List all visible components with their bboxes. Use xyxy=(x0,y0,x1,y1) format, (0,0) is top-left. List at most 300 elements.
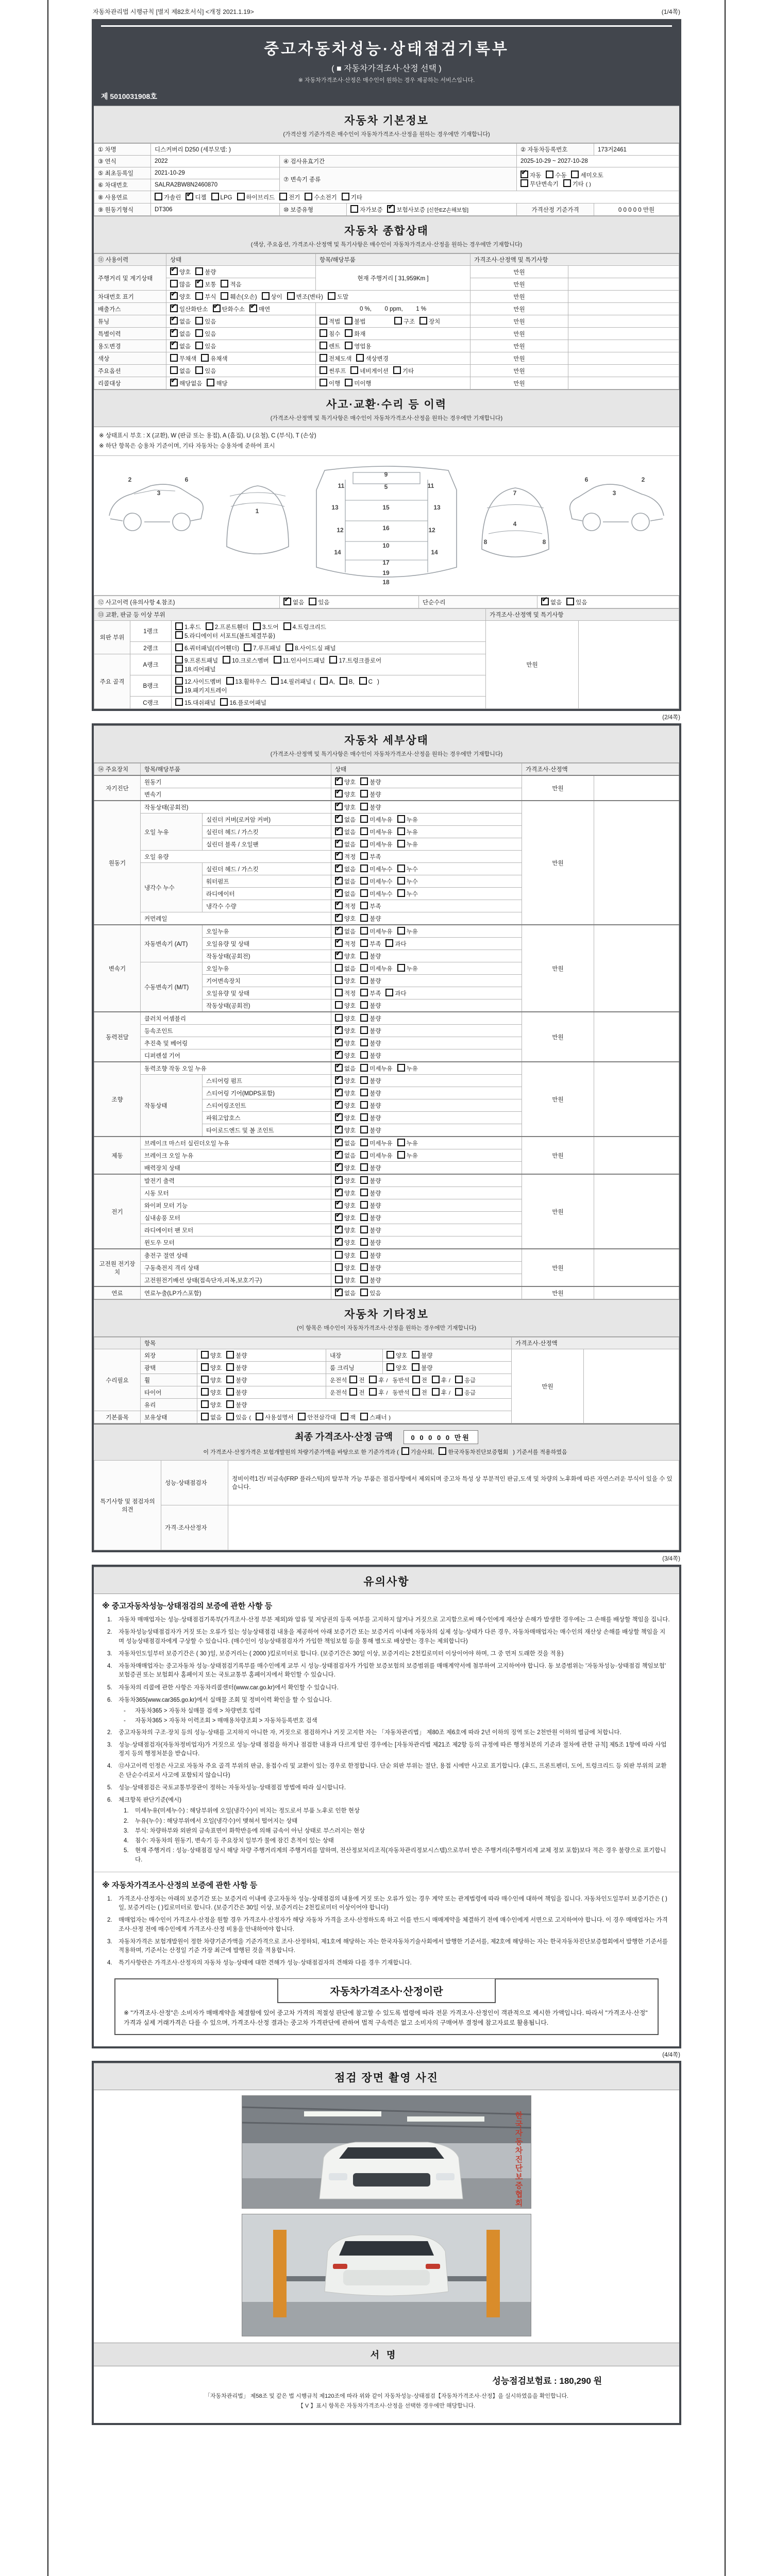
color-options[interactable] xyxy=(166,352,316,365)
checkbox-icon[interactable] xyxy=(170,317,178,325)
checkbox-option[interactable] xyxy=(360,939,381,948)
checkbox-option[interactable] xyxy=(328,292,348,301)
checkbox-option[interactable] xyxy=(335,840,356,849)
checkbox-option[interactable] xyxy=(335,1201,356,1210)
checkbox-option[interactable] xyxy=(335,1001,356,1010)
checkbox-icon[interactable] xyxy=(397,1139,405,1146)
checkbox-option[interactable] xyxy=(349,1388,364,1397)
checkbox-option[interactable] xyxy=(455,1388,476,1397)
checkbox-option[interactable] xyxy=(335,989,356,997)
checkbox-option[interactable] xyxy=(335,1276,356,1284)
check-item-state[interactable] xyxy=(331,1224,522,1236)
checkbox-icon[interactable] xyxy=(419,317,427,325)
device-group-price-note[interactable] xyxy=(594,1062,679,1137)
checkbox-icon[interactable] xyxy=(360,1238,368,1246)
checkbox-option[interactable] xyxy=(412,1376,427,1384)
checkbox-icon[interactable] xyxy=(175,622,183,630)
device-group-price-note[interactable] xyxy=(594,1286,679,1299)
checkbox-option[interactable] xyxy=(360,914,381,923)
checkbox-icon[interactable] xyxy=(397,815,405,823)
checkbox-option[interactable] xyxy=(360,1026,381,1035)
etc-price-note[interactable] xyxy=(584,1349,679,1423)
checkbox-option[interactable] xyxy=(220,698,266,707)
checkbox-icon[interactable] xyxy=(279,193,287,200)
checkbox-icon[interactable] xyxy=(155,193,162,200)
checkbox-option[interactable] xyxy=(439,1447,508,1456)
checkbox-option[interactable] xyxy=(237,193,275,201)
checkbox-icon[interactable] xyxy=(170,280,178,287)
checkbox-option[interactable] xyxy=(285,643,335,652)
checkbox-icon[interactable] xyxy=(335,964,343,972)
checkbox-icon[interactable] xyxy=(335,1039,343,1046)
checkbox-icon[interactable] xyxy=(345,379,352,386)
checkbox-option[interactable] xyxy=(350,205,382,214)
checkbox-option[interactable] xyxy=(175,677,222,686)
exterior-options[interactable] xyxy=(197,1349,326,1362)
checkbox-option[interactable] xyxy=(201,1413,222,1421)
checkbox-option[interactable] xyxy=(170,379,202,387)
checkbox-option[interactable] xyxy=(566,598,587,606)
checkbox-option[interactable] xyxy=(345,342,371,350)
checkbox-icon[interactable] xyxy=(175,643,183,651)
checkbox-icon[interactable] xyxy=(170,304,178,312)
final-price-note[interactable] xyxy=(94,1447,679,1456)
checkbox-option[interactable] xyxy=(412,1388,427,1397)
checkbox-option[interactable] xyxy=(345,329,365,338)
checkbox-icon[interactable] xyxy=(360,902,368,909)
check-item-state[interactable] xyxy=(331,1124,522,1137)
checkbox-icon[interactable] xyxy=(335,1026,343,1034)
checkbox-icon[interactable] xyxy=(195,292,203,300)
wheel-position-options[interactable] xyxy=(326,1374,512,1386)
device-group-price-note[interactable] xyxy=(594,1012,679,1062)
checkbox-icon[interactable] xyxy=(360,1139,368,1146)
check-item-state[interactable] xyxy=(331,875,522,888)
checkbox-icon[interactable] xyxy=(335,1213,343,1221)
checkbox-option[interactable] xyxy=(369,1376,388,1384)
checkbox-option[interactable] xyxy=(359,677,373,685)
checkbox-option[interactable] xyxy=(360,902,381,910)
checkbox-icon[interactable] xyxy=(360,1039,368,1046)
checkbox-icon[interactable] xyxy=(335,1189,343,1196)
checkbox-option[interactable] xyxy=(213,304,245,313)
check-item-state[interactable] xyxy=(331,775,522,788)
checkbox-option[interactable] xyxy=(320,379,340,387)
checkbox-option[interactable] xyxy=(170,366,191,375)
checkbox-icon[interactable] xyxy=(350,205,358,213)
checkbox-icon[interactable] xyxy=(360,976,368,984)
rank2-options[interactable] xyxy=(172,642,486,654)
checkbox-option[interactable] xyxy=(397,889,418,898)
checkbox-icon[interactable] xyxy=(342,193,349,200)
checkbox-icon[interactable] xyxy=(335,1101,343,1109)
checkbox-icon[interactable] xyxy=(360,952,368,959)
checkbox-option[interactable] xyxy=(397,840,418,849)
checkbox-icon[interactable] xyxy=(360,1163,368,1171)
checkbox-icon[interactable] xyxy=(201,1351,209,1359)
checkbox-icon[interactable] xyxy=(439,1447,446,1455)
check-item-state[interactable] xyxy=(331,1037,522,1049)
checkbox-option[interactable] xyxy=(386,1351,407,1360)
checkbox-icon[interactable] xyxy=(335,1064,343,1072)
checkbox-icon[interactable] xyxy=(360,827,368,835)
checkbox-option[interactable] xyxy=(170,280,191,289)
vin-mark-options[interactable] xyxy=(166,291,470,303)
checkbox-icon[interactable] xyxy=(335,803,343,810)
simple-repair-options[interactable] xyxy=(537,596,679,608)
checkbox-option[interactable] xyxy=(335,1026,356,1035)
checkbox-icon[interactable] xyxy=(170,329,178,337)
checkbox-icon[interactable] xyxy=(335,1251,343,1259)
check-item-state[interactable] xyxy=(331,1236,522,1249)
checkbox-icon[interactable] xyxy=(335,1113,343,1121)
checkbox-icon[interactable] xyxy=(335,777,343,785)
check-item-state[interactable] xyxy=(331,788,522,801)
checkbox-option[interactable] xyxy=(360,803,381,811)
device-group-price-note[interactable] xyxy=(594,801,679,925)
check-item-state[interactable] xyxy=(331,1249,522,1262)
checkbox-icon[interactable] xyxy=(432,1388,440,1396)
checkbox-option[interactable] xyxy=(335,827,356,836)
checkbox-option[interactable] xyxy=(175,656,218,665)
checkbox-option[interactable] xyxy=(335,877,356,886)
checkbox-option[interactable] xyxy=(335,976,356,985)
checkbox-option[interactable] xyxy=(335,1064,356,1073)
usage-change-item-options[interactable] xyxy=(316,340,470,352)
checkbox-option[interactable] xyxy=(226,1413,251,1421)
checkbox-icon[interactable] xyxy=(360,840,368,848)
checkbox-icon[interactable] xyxy=(201,354,209,362)
checkbox-icon[interactable] xyxy=(298,1413,306,1420)
check-item-state[interactable] xyxy=(331,801,522,814)
checkbox-icon[interactable] xyxy=(360,790,368,798)
checkbox-icon[interactable] xyxy=(360,939,368,947)
device-group-price-note[interactable] xyxy=(594,925,679,1012)
mileage-amount-options[interactable] xyxy=(166,278,316,291)
checkbox-option[interactable] xyxy=(335,1014,356,1023)
checkbox-icon[interactable] xyxy=(360,1289,368,1296)
checkbox-icon[interactable] xyxy=(455,1388,463,1396)
check-item-state[interactable] xyxy=(331,900,522,912)
checkbox-option[interactable] xyxy=(360,1039,381,1047)
checkbox-option[interactable] xyxy=(393,366,414,375)
emission-options[interactable] xyxy=(166,303,316,315)
checkbox-option[interactable] xyxy=(397,964,418,973)
checkbox-icon[interactable] xyxy=(221,292,228,300)
checkbox-option[interactable] xyxy=(207,379,227,387)
checkbox-option[interactable] xyxy=(283,598,304,606)
check-item-state[interactable] xyxy=(331,1286,522,1299)
checkbox-icon[interactable] xyxy=(397,964,405,972)
checkbox-option[interactable] xyxy=(253,622,279,631)
checkbox-icon[interactable] xyxy=(546,171,553,178)
checkbox-option[interactable] xyxy=(419,317,440,326)
checkbox-icon[interactable] xyxy=(320,379,327,386)
check-item-state[interactable] xyxy=(331,1137,522,1149)
checkbox-icon[interactable] xyxy=(393,366,401,374)
checkbox-icon[interactable] xyxy=(345,317,352,325)
checkbox-icon[interactable] xyxy=(335,1276,343,1283)
rankA-options[interactable] xyxy=(172,654,486,675)
checkbox-icon[interactable] xyxy=(335,1089,343,1096)
checkbox-option[interactable] xyxy=(520,179,559,188)
checkbox-icon[interactable] xyxy=(207,379,214,386)
checkbox-icon[interactable] xyxy=(256,1413,263,1420)
checkbox-icon[interactable] xyxy=(397,877,405,885)
checkbox-option[interactable] xyxy=(360,1001,381,1010)
checkbox-icon[interactable] xyxy=(360,1026,368,1034)
exchange-note[interactable] xyxy=(579,621,679,709)
checkbox-option[interactable] xyxy=(401,1447,434,1456)
checkbox-icon[interactable] xyxy=(213,304,221,312)
checkbox-option[interactable] xyxy=(201,354,227,363)
checkbox-icon[interactable] xyxy=(335,1201,343,1209)
check-item-state[interactable] xyxy=(331,863,522,875)
checkbox-option[interactable] xyxy=(195,280,216,289)
rankC-options[interactable] xyxy=(172,697,486,709)
check-item-state[interactable] xyxy=(331,1025,522,1037)
checkbox-option[interactable] xyxy=(170,342,191,350)
checkbox-option[interactable] xyxy=(360,964,392,973)
checkbox-option[interactable] xyxy=(360,889,392,898)
checkbox-icon[interactable] xyxy=(335,889,343,897)
checkbox-icon[interactable] xyxy=(201,1388,209,1396)
checkbox-option[interactable] xyxy=(387,205,468,214)
checkbox-option[interactable] xyxy=(335,1289,356,1297)
checkbox-option[interactable] xyxy=(345,379,371,387)
checkbox-icon[interactable] xyxy=(563,179,571,187)
checkbox-icon[interactable] xyxy=(397,865,405,872)
checkbox-icon[interactable] xyxy=(335,865,343,872)
checkbox-icon[interactable] xyxy=(328,292,335,300)
checkbox-icon[interactable] xyxy=(412,1351,419,1359)
checkbox-option[interactable] xyxy=(360,1101,381,1110)
tuning-item[interactable] xyxy=(316,315,470,328)
checkbox-option[interactable] xyxy=(360,1289,381,1297)
mileage-note2[interactable] xyxy=(568,278,679,291)
checkbox-icon[interactable] xyxy=(285,643,293,651)
checkbox-option[interactable] xyxy=(335,1263,356,1272)
checkbox-icon[interactable] xyxy=(369,1376,377,1383)
checkbox-option[interactable] xyxy=(360,1076,381,1085)
checkbox-option[interactable] xyxy=(397,815,418,824)
checkbox-icon[interactable] xyxy=(320,354,327,362)
check-item-state[interactable] xyxy=(331,1262,522,1274)
checkbox-icon[interactable] xyxy=(397,1064,405,1072)
color-item-options[interactable] xyxy=(316,352,470,365)
check-item-state[interactable] xyxy=(331,1062,522,1075)
checkbox-icon[interactable] xyxy=(340,677,347,685)
check-item-state[interactable] xyxy=(331,999,522,1012)
checkbox-option[interactable] xyxy=(360,1213,381,1222)
check-item-state[interactable] xyxy=(331,912,522,925)
checkbox-option[interactable] xyxy=(350,366,389,375)
appraiser-opinion[interactable] xyxy=(228,1505,679,1550)
checkbox-icon[interactable] xyxy=(335,939,343,947)
tuning-note[interactable] xyxy=(568,315,679,328)
checkbox-option[interactable] xyxy=(279,193,300,201)
mileage-state-options[interactable] xyxy=(166,266,316,278)
checkbox-option[interactable] xyxy=(360,1126,381,1134)
checkbox-option[interactable] xyxy=(256,1413,294,1421)
checkbox-icon[interactable] xyxy=(329,656,337,664)
checkbox-icon[interactable] xyxy=(412,1363,419,1371)
checkbox-icon[interactable] xyxy=(360,1101,368,1109)
checkbox-option[interactable] xyxy=(335,1113,356,1122)
checkbox-option[interactable] xyxy=(335,1089,356,1097)
check-item-state[interactable] xyxy=(331,888,522,900)
checkbox-icon[interactable] xyxy=(287,292,295,300)
checkbox-icon[interactable] xyxy=(335,927,343,935)
checkbox-option[interactable] xyxy=(360,1263,381,1272)
special-history-item-options[interactable] xyxy=(316,328,470,340)
checkbox-option[interactable] xyxy=(386,1363,407,1372)
checkbox-icon[interactable] xyxy=(335,902,343,909)
checkbox-option[interactable] xyxy=(274,656,325,665)
checkbox-icon[interactable] xyxy=(401,1447,409,1455)
checkbox-icon[interactable] xyxy=(341,1413,348,1420)
checkbox-option[interactable] xyxy=(360,1226,381,1234)
checkbox-option[interactable] xyxy=(360,827,392,836)
checkbox-icon[interactable] xyxy=(360,914,368,922)
checkbox-option[interactable] xyxy=(155,193,181,201)
checkbox-icon[interactable] xyxy=(360,865,368,872)
checkbox-option[interactable] xyxy=(360,865,392,873)
checkbox-option[interactable] xyxy=(340,677,355,685)
rankB-options[interactable] xyxy=(172,675,486,697)
checkbox-option[interactable] xyxy=(195,342,216,350)
checkbox-option[interactable] xyxy=(335,1039,356,1047)
checkbox-option[interactable] xyxy=(335,889,356,898)
checkbox-option[interactable] xyxy=(170,267,191,276)
checkbox-option[interactable] xyxy=(360,927,392,936)
checkbox-option[interactable] xyxy=(360,1163,381,1172)
checkbox-icon[interactable] xyxy=(262,292,270,300)
check-item-state[interactable] xyxy=(331,1212,522,1224)
checkbox-option[interactable] xyxy=(360,815,392,824)
checkbox-option[interactable] xyxy=(335,1251,356,1260)
check-item-state[interactable] xyxy=(331,962,522,975)
checkbox-option[interactable] xyxy=(385,939,406,948)
checkbox-option[interactable] xyxy=(335,815,356,824)
checkbox-option[interactable] xyxy=(397,827,418,836)
checkbox-option[interactable] xyxy=(335,1238,356,1247)
checkbox-option[interactable] xyxy=(412,1351,432,1360)
checkbox-icon[interactable] xyxy=(360,1064,368,1072)
check-item-state[interactable] xyxy=(331,1187,522,1199)
checkbox-icon[interactable] xyxy=(335,989,343,996)
check-item-state[interactable] xyxy=(331,938,522,950)
checkbox-icon[interactable] xyxy=(201,1363,209,1371)
checkbox-icon[interactable] xyxy=(201,1376,209,1383)
checkbox-icon[interactable] xyxy=(360,1189,368,1196)
checkbox-option[interactable] xyxy=(226,1400,247,1409)
checkbox-icon[interactable] xyxy=(175,665,183,672)
transmission-options-line2[interactable] xyxy=(520,179,675,188)
checkbox-option[interactable] xyxy=(335,790,356,799)
checkbox-icon[interactable] xyxy=(335,840,343,848)
checkbox-option[interactable] xyxy=(563,179,591,188)
checkbox-icon[interactable] xyxy=(360,1213,368,1221)
checkbox-icon[interactable] xyxy=(360,1051,368,1059)
checkbox-option[interactable] xyxy=(195,366,216,375)
checkbox-option[interactable] xyxy=(249,304,270,313)
checkbox-option[interactable] xyxy=(335,852,356,861)
checkbox-icon[interactable] xyxy=(175,686,183,693)
checkbox-option[interactable] xyxy=(211,193,232,201)
checkbox-option[interactable] xyxy=(335,803,356,811)
polish-options[interactable] xyxy=(197,1362,326,1374)
warranty-type-options[interactable] xyxy=(347,204,517,216)
accident-history-options[interactable] xyxy=(280,596,419,608)
check-item-state[interactable] xyxy=(331,838,522,851)
transmission-options-line1[interactable] xyxy=(520,171,675,179)
tire-position-options[interactable] xyxy=(326,1386,512,1399)
checkbox-option[interactable] xyxy=(335,1176,356,1185)
checkbox-icon[interactable] xyxy=(571,171,579,178)
checkbox-icon[interactable] xyxy=(386,1363,394,1371)
checkbox-icon[interactable] xyxy=(320,677,328,685)
checkbox-option[interactable] xyxy=(360,1151,392,1160)
checkbox-icon[interactable] xyxy=(412,1388,420,1396)
transmission-options[interactable] xyxy=(517,167,679,191)
checkbox-option[interactable] xyxy=(432,1376,450,1384)
options-note[interactable] xyxy=(568,365,679,377)
checkbox-icon[interactable] xyxy=(226,1376,234,1383)
checkbox-icon[interactable] xyxy=(360,927,368,935)
checkbox-icon[interactable] xyxy=(320,317,327,325)
tuning-legal-options[interactable] xyxy=(320,319,370,325)
checkbox-icon[interactable] xyxy=(359,677,367,685)
checkbox-option[interactable] xyxy=(360,840,392,849)
checkbox-option[interactable] xyxy=(455,1376,476,1384)
checkbox-icon[interactable] xyxy=(170,354,178,362)
checkbox-option[interactable] xyxy=(186,193,206,201)
checkbox-option[interactable] xyxy=(360,1189,381,1197)
checkbox-option[interactable] xyxy=(226,1376,247,1384)
color-note[interactable] xyxy=(568,352,679,365)
checkbox-icon[interactable] xyxy=(412,1376,420,1383)
checkbox-option[interactable] xyxy=(335,927,356,936)
checkbox-option[interactable] xyxy=(385,989,406,997)
checkbox-option[interactable] xyxy=(335,1126,356,1134)
checkbox-option[interactable] xyxy=(360,1014,381,1023)
checkbox-icon[interactable] xyxy=(175,698,183,706)
checkbox-icon[interactable] xyxy=(220,698,228,706)
tuning-options[interactable] xyxy=(166,315,316,328)
device-group-price-note[interactable] xyxy=(594,1137,679,1174)
checkbox-option[interactable] xyxy=(335,1163,356,1172)
checkbox-icon[interactable] xyxy=(386,1351,394,1359)
checkbox-option[interactable] xyxy=(195,292,216,301)
checkbox-icon[interactable] xyxy=(175,656,183,664)
checkbox-option[interactable] xyxy=(360,1413,391,1421)
fuel-options[interactable] xyxy=(151,191,679,204)
checkbox-icon[interactable] xyxy=(335,952,343,959)
checkbox-option[interactable] xyxy=(262,292,282,301)
checkbox-icon[interactable] xyxy=(226,1413,234,1420)
checkbox-icon[interactable] xyxy=(360,1076,368,1084)
checkbox-option[interactable] xyxy=(360,976,381,985)
checkbox-option[interactable] xyxy=(335,1213,356,1222)
checkbox-option[interactable] xyxy=(335,964,356,973)
checkbox-option[interactable] xyxy=(349,1376,364,1384)
checkbox-icon[interactable] xyxy=(385,939,393,947)
checkbox-option[interactable] xyxy=(571,171,603,179)
checkbox-option[interactable] xyxy=(360,1064,392,1073)
checkbox-icon[interactable] xyxy=(397,827,405,835)
checkbox-option[interactable] xyxy=(175,631,275,640)
